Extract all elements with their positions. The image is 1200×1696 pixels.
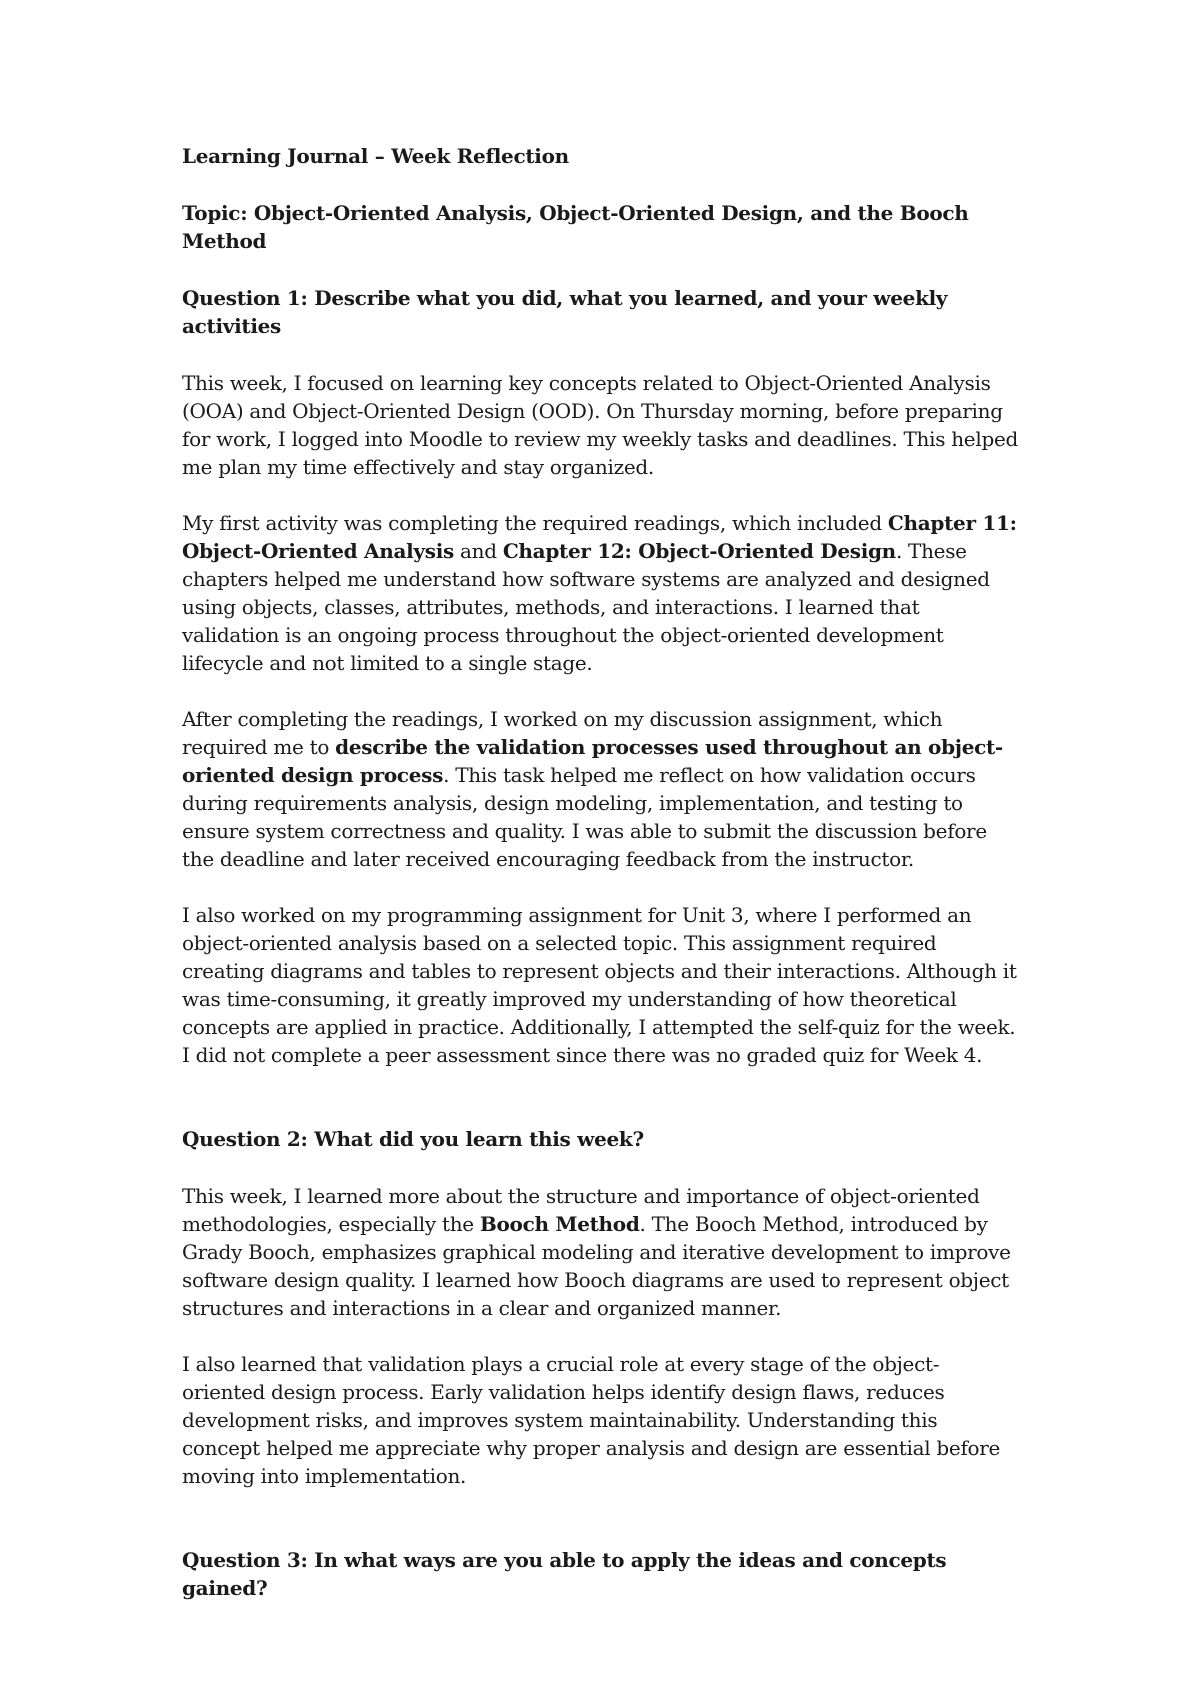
q1-p2-bold-chapter-11: Chapter 11: Object-Oriented Analysis: [182, 511, 1017, 563]
question-3-heading: Question 3: In what ways are you able to apply the ideas and concepts gained?: [182, 1548, 947, 1600]
question-2-heading: Question 2: What did you learn this week?: [182, 1127, 644, 1151]
q1-p2-text-1: My first activity was completing the required readings, which included: [182, 511, 888, 535]
q1-p3-text-1: After completing the readings, I worked on my discussion assignment, which required me to: [182, 707, 943, 759]
q2-paragraph-1: [182, 1182, 1020, 1322]
topic-heading: Topic: Object-Oriented Analysis, Object-Oriented Design, and the Booch Method: [182, 201, 969, 253]
document-title: Learning Journal – Week Reflection: [182, 144, 569, 168]
q1-p2-text-3: . These chapters helped me understand how software systems are analyzed and designed using objects, classes, attributes, methods, and interactions. I learned that validation is an ongoing process throughout the object-oriented development lifecycle and not limited to a single stage.: [182, 539, 990, 675]
q2-p1-text-1: This week, I learned more about the structure and importance of object-oriented methodologies, especially the: [182, 1184, 980, 1236]
q2-p1-text-2: . The Booch Method, introduced by Grady Booch, emphasizes graphical modeling and iterative development to improve software design quality. I learned how Booch diagrams are used to represent object structures and interactions in a clear and organized manner.: [182, 1212, 1011, 1320]
question-1-heading: Question 1: Describe what you did, what you learned, and your weekly activities: [182, 286, 948, 338]
q1-paragraph-4: I also worked on my programming assignment for Unit 3, where I performed an object-oriented analysis based on a selected topic. This assignment required creating diagrams and tables to represent objects and their interactions. Although it was time-consuming, it greatly improved my understanding of how theoretical concepts are applied in practice. Additionally, I attempted the self-quiz for the week. I did not complete a peer assessment since there was no graded quiz for Week 4.: [182, 903, 1017, 1067]
q1-p3-text-2: . This task helped me reflect on how validation occurs during requirements analysis, design modeling, implementation, and testing to ensure system correctness and quality. I was able to submit the discussion before the deadline and later received encouraging feedback from the instructor.: [182, 763, 987, 871]
q1-p2-text-2: and: [453, 539, 503, 563]
q1-paragraph-1: This week, I focused on learning key concepts related to Object-Oriented Analysis (OOA) and Object-Oriented Design (OOD). On Thursday morning, before preparing for work, I logged into Moodle to review my weekly tasks and deadlines. This helped me plan my time effectively and stay organized.: [182, 371, 1018, 479]
q1-p3-bold-validation: describe the validation processes used throughout an object-oriented design process: [182, 735, 1003, 787]
q2-paragraph-2: I also learned that validation plays a crucial role at every stage of the object-oriented design process. Early validation helps identify design flaws, reduces development risks, and improves system maintainability. Understanding this concept helped me appreciate why proper analysis and design are essential before moving into implementation.: [182, 1352, 1001, 1488]
q2-p1-bold-booch-method: Booch Method: [479, 1212, 640, 1236]
q1-p2-bold-chapter-12: Chapter 12: Object-Oriented Design: [502, 539, 896, 563]
q1-paragraph-2: [182, 509, 1020, 677]
q1-paragraph-3: [182, 705, 1020, 873]
